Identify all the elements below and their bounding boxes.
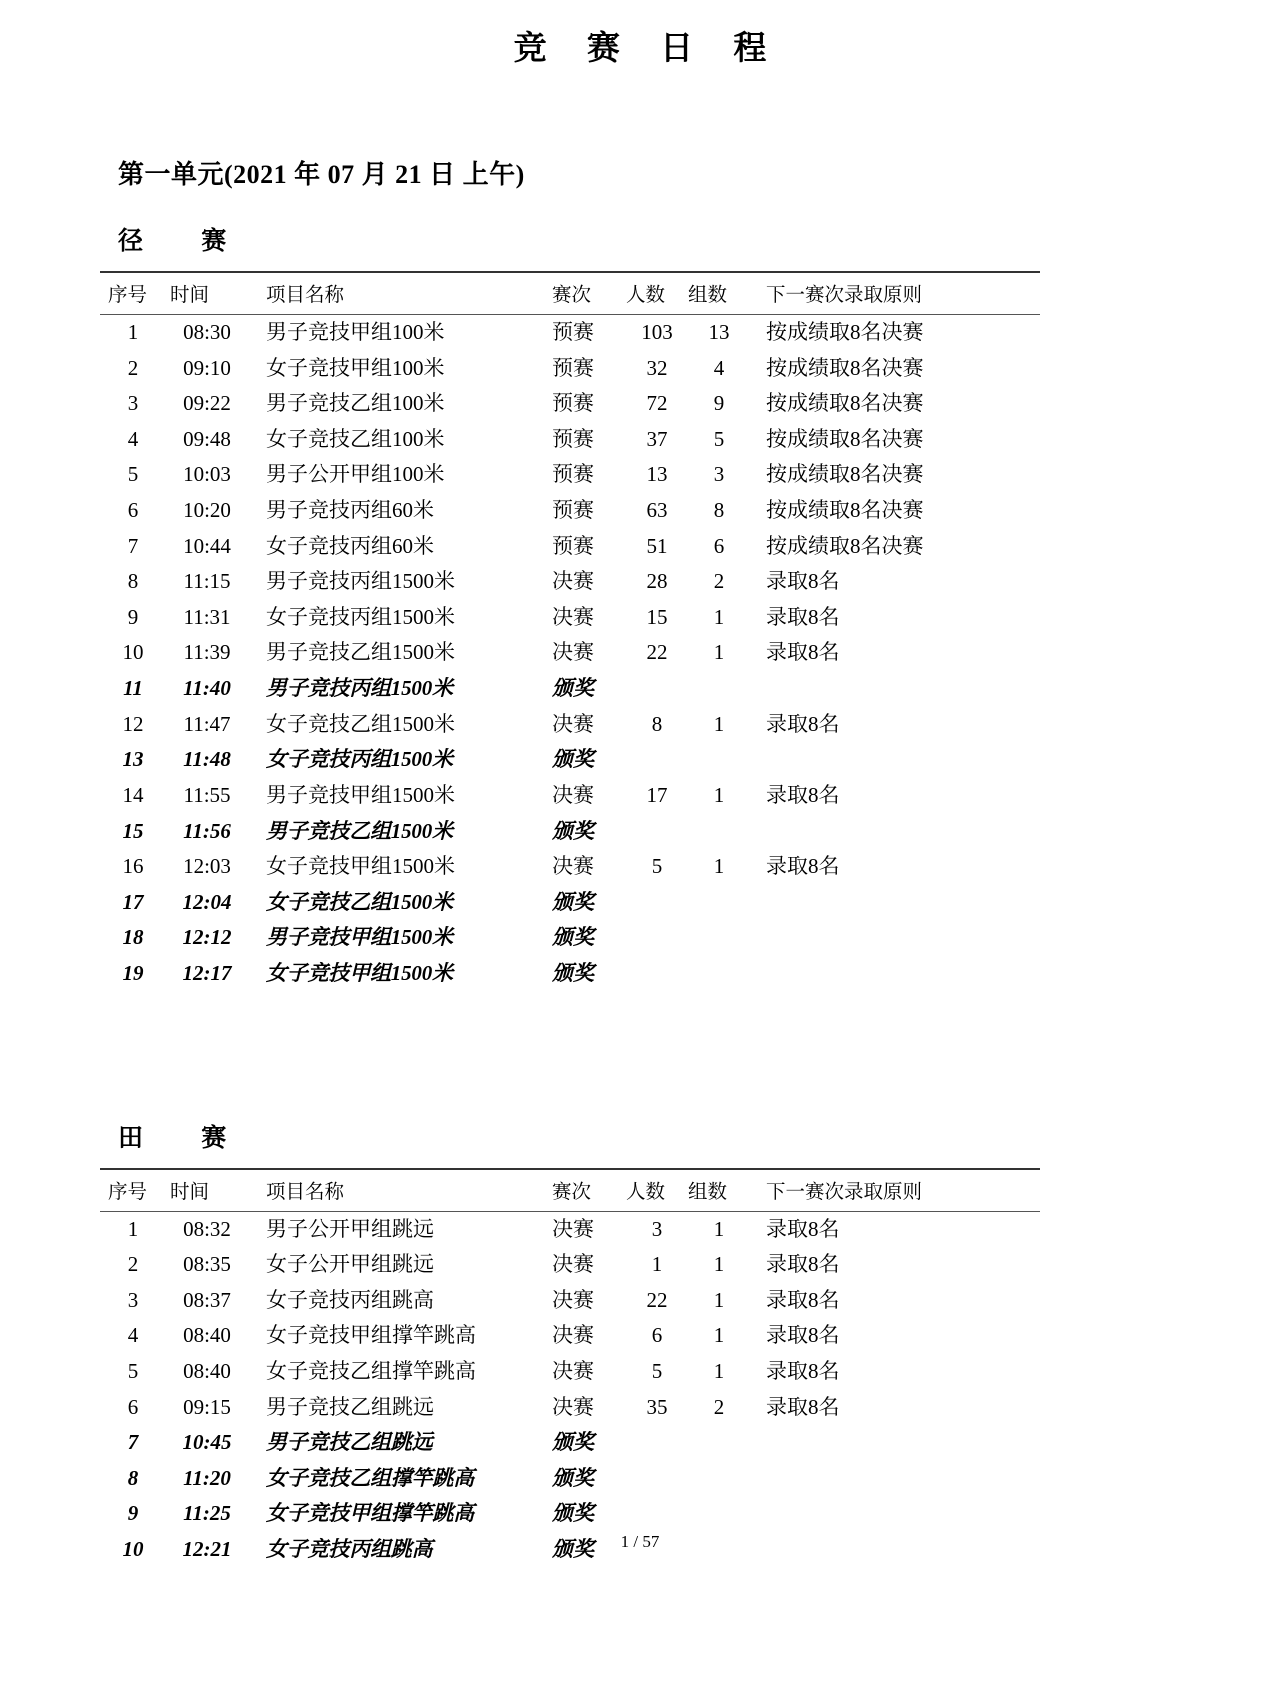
cell-rule: [750, 1425, 1040, 1461]
page-title: 竞 赛 日 程: [513, 31, 783, 67]
cell-count: 1: [651, 1252, 663, 1277]
cell-rule: 录取8名: [766, 569, 840, 594]
table-row: [100, 671, 1040, 707]
table-row: [100, 778, 1040, 814]
cell-round: 颁奖: [552, 1430, 594, 1455]
cell-groups: 1: [713, 782, 725, 807]
cell-count: [626, 1461, 688, 1497]
cell-time: 09:22: [183, 391, 231, 416]
cell-round: 颁奖: [552, 818, 594, 843]
cell-event-name: 男子竞技乙组跳远: [266, 1430, 433, 1455]
table-row: [100, 1283, 1040, 1319]
cell-time: 10:45: [182, 1430, 232, 1455]
cell-event-name: 女子竞技乙组撑竿跳高: [266, 1359, 476, 1384]
cell-count: 6: [651, 1323, 663, 1348]
cell-event-name: 男子竞技乙组1500米: [266, 818, 453, 843]
cell-rule: [750, 814, 1040, 850]
cell-groups: 1: [713, 711, 725, 736]
cell-no: 6: [127, 1394, 139, 1419]
cell-groups: [688, 671, 750, 707]
table-row: [100, 457, 1040, 493]
cell-rule: 按成绩取8名决赛: [766, 320, 924, 344]
cell-time: 11:40: [183, 676, 231, 701]
cell-groups: 1: [713, 854, 725, 879]
column-header-round: 赛次: [548, 1169, 626, 1212]
cell-rule: [750, 742, 1040, 778]
cell-groups: 8: [713, 498, 725, 523]
cell-no: 4: [127, 1323, 139, 1348]
cell-event-name: 男子竞技丙组1500米: [266, 676, 453, 701]
cell-no: 17: [122, 889, 144, 914]
cell-rule: [750, 956, 1040, 992]
schedule-table-track: [100, 271, 1040, 992]
column-header-no: 序号: [100, 1169, 170, 1212]
table-head-field: [100, 1169, 1040, 1212]
cell-time: 09:15: [183, 1394, 231, 1419]
cell-event-name: 女子竞技乙组100米: [266, 426, 445, 451]
column-header-groups: 组数: [688, 1169, 750, 1212]
cell-count: [626, 742, 688, 778]
cell-rule: [750, 1461, 1040, 1497]
cell-groups: [688, 814, 750, 850]
column-header-rule: 下一赛次录取原则: [750, 1169, 1040, 1212]
column-header-rule: 下一赛次录取原则: [750, 272, 1040, 315]
cell-rule: 按成绩取8名决赛: [766, 533, 924, 558]
table-row: [100, 1390, 1040, 1426]
table-body-track: [100, 315, 1040, 992]
cell-event-name: 女子竞技乙组1500米: [266, 889, 453, 914]
table-row: [100, 635, 1040, 671]
cell-count: [626, 814, 688, 850]
cell-groups: 4: [713, 355, 725, 380]
table-row: [100, 529, 1040, 565]
cell-time: 09:10: [183, 355, 231, 380]
cell-no: 3: [127, 1287, 139, 1312]
cell-rule: [750, 920, 1040, 956]
cell-rule: 录取8名: [766, 1216, 840, 1241]
cell-groups: [688, 885, 750, 921]
cell-groups: [688, 1461, 750, 1497]
cell-time: 10:20: [183, 498, 231, 523]
cell-event-name: 男子竞技甲组100米: [266, 320, 445, 344]
cell-time: 08:37: [183, 1287, 231, 1312]
table-row: [100, 849, 1040, 885]
cell-time: 12:21: [182, 1537, 232, 1562]
cell-count: 35: [646, 1394, 668, 1419]
column-header-name: 项目名称: [244, 272, 548, 315]
cell-round: 决赛: [552, 1323, 594, 1348]
column-header-groups: 组数: [688, 272, 750, 315]
table-row: [100, 1354, 1040, 1390]
cell-round: 决赛: [552, 1394, 594, 1419]
cell-event-name: 男子竞技甲组1500米: [266, 782, 455, 807]
cell-no: 2: [127, 1252, 139, 1277]
cell-round: 决赛: [552, 1216, 594, 1241]
cell-rule: 录取8名: [766, 1252, 840, 1277]
table-row: [100, 564, 1040, 600]
unit-heading: 第一单元(2021 年 07 月 21 日 上午): [118, 160, 525, 189]
cell-event-name: 女子竞技丙组跳高: [266, 1287, 434, 1312]
cell-event-name: 男子竞技乙组跳远: [266, 1394, 434, 1419]
table-row: [100, 1496, 1040, 1532]
cell-event-name: 男子竞技丙组1500米: [266, 569, 455, 594]
cell-time: 10:03: [183, 462, 231, 487]
cell-no: 1: [127, 1216, 139, 1241]
cell-round: 颁奖: [552, 1465, 594, 1490]
table-row: [100, 885, 1040, 921]
cell-rule: [750, 885, 1040, 921]
cell-no: 11: [123, 676, 143, 701]
cell-event-name: 男子竞技乙组1500米: [266, 640, 455, 665]
cell-no: 5: [127, 1359, 139, 1384]
table-row: [100, 956, 1040, 992]
cell-rule: [750, 1496, 1040, 1532]
column-header-name: 项目名称: [244, 1169, 548, 1212]
cell-rule: 录取8名: [766, 1359, 840, 1384]
cell-event-name: 男子竞技乙组100米: [266, 391, 445, 416]
cell-time: 08:35: [183, 1252, 231, 1277]
table-row: [100, 814, 1040, 850]
cell-no: 7: [127, 1430, 139, 1455]
cell-time: 08:40: [183, 1323, 231, 1348]
column-header-time: 时间: [170, 1169, 244, 1212]
cell-groups: 1: [713, 1359, 725, 1384]
table-row: [100, 386, 1040, 422]
cell-round: 预赛: [552, 533, 594, 558]
cell-rule: 录取8名: [766, 782, 840, 807]
cell-event-name: 女子竞技丙组60米: [266, 533, 434, 558]
cell-time: 11:31: [183, 604, 231, 629]
cell-no: 8: [127, 569, 139, 594]
cell-groups: 2: [713, 1394, 725, 1419]
cell-time: 10:44: [183, 533, 231, 558]
cell-count: 28: [646, 569, 668, 594]
cell-groups: 2: [713, 569, 725, 594]
table-row: [100, 707, 1040, 743]
cell-no: 19: [122, 960, 144, 985]
column-header-no: 序号: [100, 272, 170, 315]
cell-count: 5: [651, 854, 663, 879]
cell-event-name: 男子竞技甲组1500米: [266, 925, 453, 950]
table-row: [100, 493, 1040, 529]
cell-rule: 录取8名: [766, 854, 840, 879]
cell-count: 32: [646, 355, 668, 380]
table-header-row: [100, 1169, 1040, 1212]
cell-count: 5: [651, 1359, 663, 1384]
cell-count: 8: [651, 711, 663, 736]
cell-time: 11:47: [183, 711, 231, 736]
cell-event-name: 女子竞技甲组100米: [266, 355, 445, 380]
cell-groups: 1: [713, 1252, 725, 1277]
cell-time: 12:12: [182, 925, 232, 950]
cell-event-name: 女子竞技丙组1500米: [266, 747, 453, 772]
cell-round: 预赛: [552, 355, 594, 380]
table-row: [100, 1461, 1040, 1497]
cell-round: 颁奖: [552, 747, 594, 772]
cell-count: 22: [646, 1287, 668, 1312]
cell-round: 预赛: [552, 391, 594, 416]
cell-round: 颁奖: [552, 676, 594, 701]
cell-round: 颁奖: [552, 960, 594, 985]
cell-count: 63: [646, 498, 668, 523]
cell-rule: 录取8名: [766, 711, 840, 736]
cell-round: 决赛: [552, 640, 594, 665]
cell-count: 15: [646, 604, 668, 629]
cell-no: 9: [127, 604, 139, 629]
cell-no: 3: [127, 391, 139, 416]
cell-time: 12:17: [182, 960, 232, 985]
table-row: [100, 351, 1040, 387]
cell-round: 预赛: [552, 462, 594, 487]
cell-groups: [688, 742, 750, 778]
cell-count: 3: [651, 1216, 663, 1241]
cell-groups: 13: [708, 320, 730, 344]
table-header-row: [100, 272, 1040, 315]
cell-rule: 按成绩取8名决赛: [766, 462, 924, 487]
table-row: [100, 1247, 1040, 1283]
cell-count: 22: [646, 640, 668, 665]
cell-groups: 5: [713, 426, 725, 451]
cell-event-name: 女子竞技甲组1500米: [266, 960, 453, 985]
cell-no: 10: [122, 640, 144, 665]
cell-time: 08:40: [183, 1359, 231, 1384]
cell-rule: 按成绩取8名决赛: [766, 391, 924, 416]
cell-count: [626, 885, 688, 921]
cell-event-name: 男子公开甲组100米: [266, 462, 445, 487]
cell-no: 14: [122, 782, 144, 807]
cell-round: 颁奖: [552, 925, 594, 950]
cell-time: 12:04: [182, 889, 232, 914]
cell-groups: 6: [713, 533, 725, 558]
cell-count: 72: [646, 391, 668, 416]
table-row: [100, 315, 1040, 351]
cell-groups: 1: [713, 604, 725, 629]
table-head-track: [100, 272, 1040, 315]
cell-event-name: 女子竞技甲组撑竿跳高: [266, 1323, 476, 1348]
table-row: [100, 1318, 1040, 1354]
cell-count: [626, 671, 688, 707]
cell-count: [626, 1425, 688, 1461]
cell-groups: [688, 1496, 750, 1532]
cell-no: 12: [122, 711, 144, 736]
cell-count: [626, 920, 688, 956]
cell-time: 11:20: [183, 1465, 231, 1490]
section-spacer: [0, 992, 1280, 1088]
cell-no: 18: [122, 925, 144, 950]
page-number: 1 / 57: [620, 1532, 660, 1551]
table-row: [100, 920, 1040, 956]
cell-time: 11:48: [183, 747, 231, 772]
cell-no: 10: [122, 1537, 144, 1562]
cell-rule: 按成绩取8名决赛: [766, 498, 924, 523]
cell-event-name: 男子公开甲组跳远: [266, 1216, 434, 1241]
cell-event-name: 女子竞技乙组撑竿跳高: [266, 1465, 474, 1490]
cell-time: 09:48: [183, 426, 231, 451]
cell-round: 决赛: [552, 782, 594, 807]
cell-no: 13: [122, 747, 144, 772]
table-body-field: [100, 1211, 1040, 1568]
cell-groups: [688, 1425, 750, 1461]
cell-count: 37: [646, 426, 668, 451]
section-heading-field: 田 赛: [118, 1124, 253, 1152]
cell-round: 预赛: [552, 426, 594, 451]
cell-time: 12:03: [183, 854, 231, 879]
cell-time: 11:15: [183, 569, 231, 594]
cell-count: [626, 1496, 688, 1532]
cell-groups: [688, 920, 750, 956]
cell-round: 决赛: [552, 711, 594, 736]
cell-no: 16: [122, 854, 144, 879]
cell-no: 5: [127, 462, 139, 487]
cell-rule: 录取8名: [766, 1287, 840, 1312]
column-header-round: 赛次: [548, 272, 626, 315]
cell-groups: 3: [713, 462, 725, 487]
cell-count: 103: [641, 320, 673, 344]
cell-time: 11:25: [183, 1501, 231, 1526]
cell-count: 17: [646, 782, 668, 807]
cell-round: 颁奖: [552, 1537, 594, 1562]
column-header-count: 人数: [626, 1169, 688, 1212]
cell-groups: 1: [713, 640, 725, 665]
cell-event-name: 女子竞技甲组撑竿跳高: [266, 1501, 474, 1526]
cell-event-name: 女子竞技丙组1500米: [266, 604, 455, 629]
cell-no: 7: [127, 533, 139, 558]
cell-round: 决赛: [552, 569, 594, 594]
cell-time: 08:30: [183, 320, 231, 344]
cell-no: 4: [127, 426, 139, 451]
cell-no: 6: [127, 498, 139, 523]
table-row: [100, 422, 1040, 458]
cell-round: 决赛: [552, 1287, 594, 1312]
cell-no: 15: [122, 818, 144, 843]
cell-rule: 按成绩取8名决赛: [766, 355, 924, 380]
cell-rule: 录取8名: [766, 1394, 840, 1419]
table-row: [100, 1211, 1040, 1247]
cell-groups: 1: [713, 1287, 725, 1312]
cell-time: 11:39: [183, 640, 231, 665]
section-heading-track: 径 赛: [118, 228, 253, 255]
table-row: [100, 600, 1040, 636]
cell-count: [626, 956, 688, 992]
column-header-count: 人数: [626, 272, 688, 315]
cell-round: 决赛: [552, 854, 594, 879]
cell-count: 13: [646, 462, 668, 487]
cell-count: 51: [646, 533, 668, 558]
cell-rule: 录取8名: [766, 640, 840, 665]
table-row: [100, 742, 1040, 778]
cell-time: 08:32: [183, 1216, 231, 1241]
cell-groups: 1: [713, 1323, 725, 1348]
cell-round: 决赛: [552, 1252, 594, 1277]
cell-no: 8: [127, 1465, 139, 1490]
cell-event-name: 男子竞技丙组60米: [266, 498, 434, 523]
cell-time: 11:56: [183, 818, 231, 843]
cell-round: 预赛: [552, 320, 594, 344]
table-row: [100, 1425, 1040, 1461]
column-header-time: 时间: [170, 272, 244, 315]
cell-no: 1: [127, 320, 139, 344]
cell-round: 决赛: [552, 604, 594, 629]
cell-groups: [688, 956, 750, 992]
schedule-table-field: [100, 1168, 1040, 1568]
cell-groups: 1: [713, 1216, 725, 1241]
cell-no: 9: [127, 1501, 139, 1526]
cell-round: 颁奖: [552, 889, 594, 914]
cell-event-name: 女子公开甲组跳远: [266, 1252, 434, 1277]
cell-rule: 录取8名: [766, 1323, 840, 1348]
cell-round: 颁奖: [552, 1501, 594, 1526]
cell-groups: 9: [713, 391, 725, 416]
cell-rule: [750, 671, 1040, 707]
cell-event-name: 女子竞技甲组1500米: [266, 854, 455, 879]
cell-rule: 按成绩取8名决赛: [766, 426, 924, 451]
cell-rule: 录取8名: [766, 604, 840, 629]
cell-no: 2: [127, 355, 139, 380]
cell-round: 决赛: [552, 1359, 594, 1384]
cell-time: 11:55: [183, 782, 231, 807]
cell-event-name: 女子竞技丙组跳高: [266, 1537, 433, 1562]
cell-event-name: 女子竞技乙组1500米: [266, 711, 455, 736]
cell-round: 预赛: [552, 498, 594, 523]
